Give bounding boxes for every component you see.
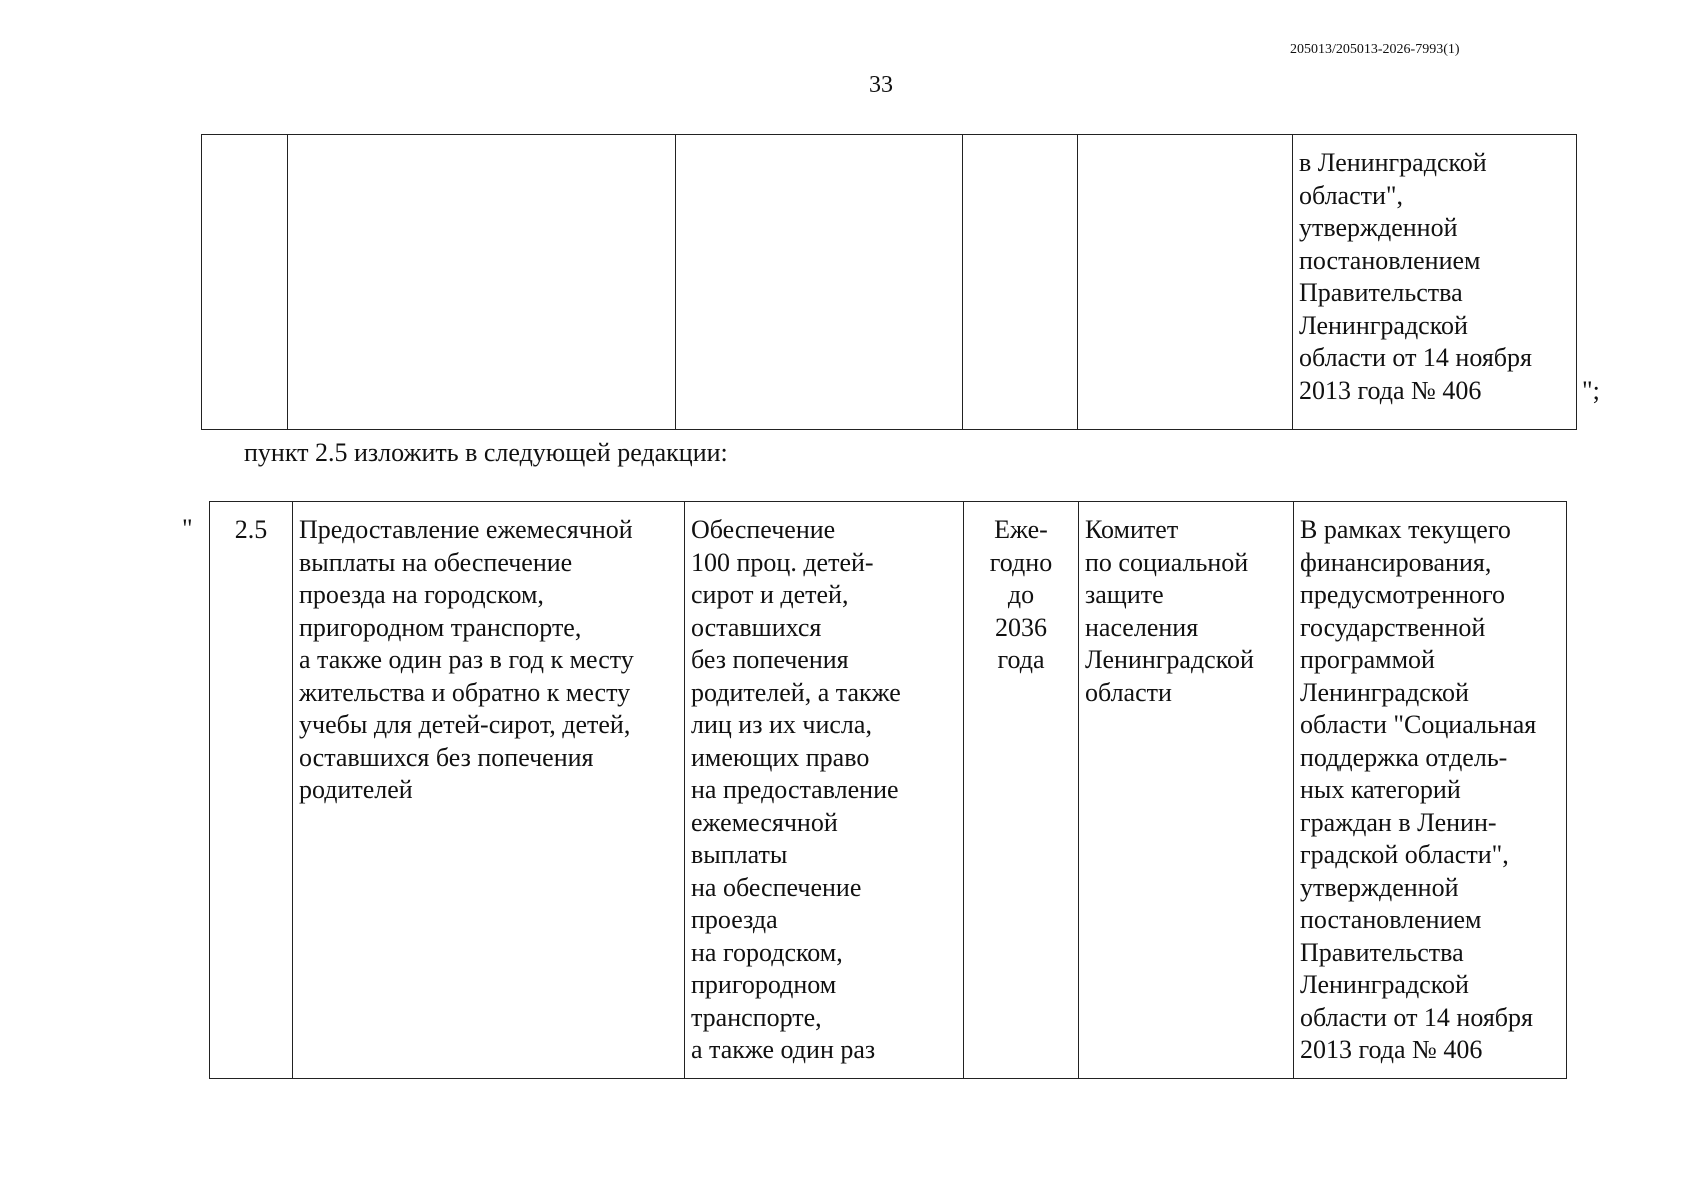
document-id: 205013/205013-2026-7993(1) <box>1290 42 1460 57</box>
cell-activity <box>288 135 676 430</box>
cell-num: 2.5 <box>210 502 293 1079</box>
page-number: 33 <box>869 72 893 98</box>
cell-term: Еже- годно до 2036 года <box>964 502 1079 1079</box>
cell-term <box>963 135 1078 430</box>
closing-quote: "; <box>1582 376 1600 405</box>
cell-funding: В рамках текущего финансирования, предусмотренного государственной программой Ленинградской области "Социальная поддержка отдель- ных категорий граждан в Ленин- градской области", утвержденной постановлением Правительства Ленинградской области от 14 ноября 2013 года № 406 <box>1294 502 1567 1079</box>
cell-executor <box>1078 135 1293 430</box>
cell-num <box>202 135 288 430</box>
paragraph-text: пункт 2.5 изложить в следующей редакции: <box>244 438 728 467</box>
opening-quote: " <box>182 514 193 543</box>
table-bottom <box>209 501 1567 1079</box>
table-row <box>202 135 1577 430</box>
cell-executor: Комитет по социальной защите населения Ленинградской области <box>1079 502 1294 1079</box>
cell-result: Обеспечение 100 проц. детей- сирот и детей, оставшихся без попечения родителей, а также лиц из их числа, имеющих право на предоставление ежемесячной выплаты на обеспечение проезда на городском, пригородном транспорте, а также один раз <box>685 502 964 1079</box>
table-top <box>201 134 1577 430</box>
cell-result <box>676 135 963 430</box>
cell-funding: в Ленинградской области", утвержденной постановлением Правительства Ленинградской области от 14 ноября 2013 года № 406 <box>1293 135 1577 430</box>
cell-activity: Предоставление ежемесячной выплаты на обеспечение проезда на городском, пригородном транспорте, а также один раз в год к месту жительства и обратно к месту учебы для детей-сирот, детей, оставшихся без попечения родителей <box>293 502 685 1079</box>
table-row <box>210 502 1567 1079</box>
